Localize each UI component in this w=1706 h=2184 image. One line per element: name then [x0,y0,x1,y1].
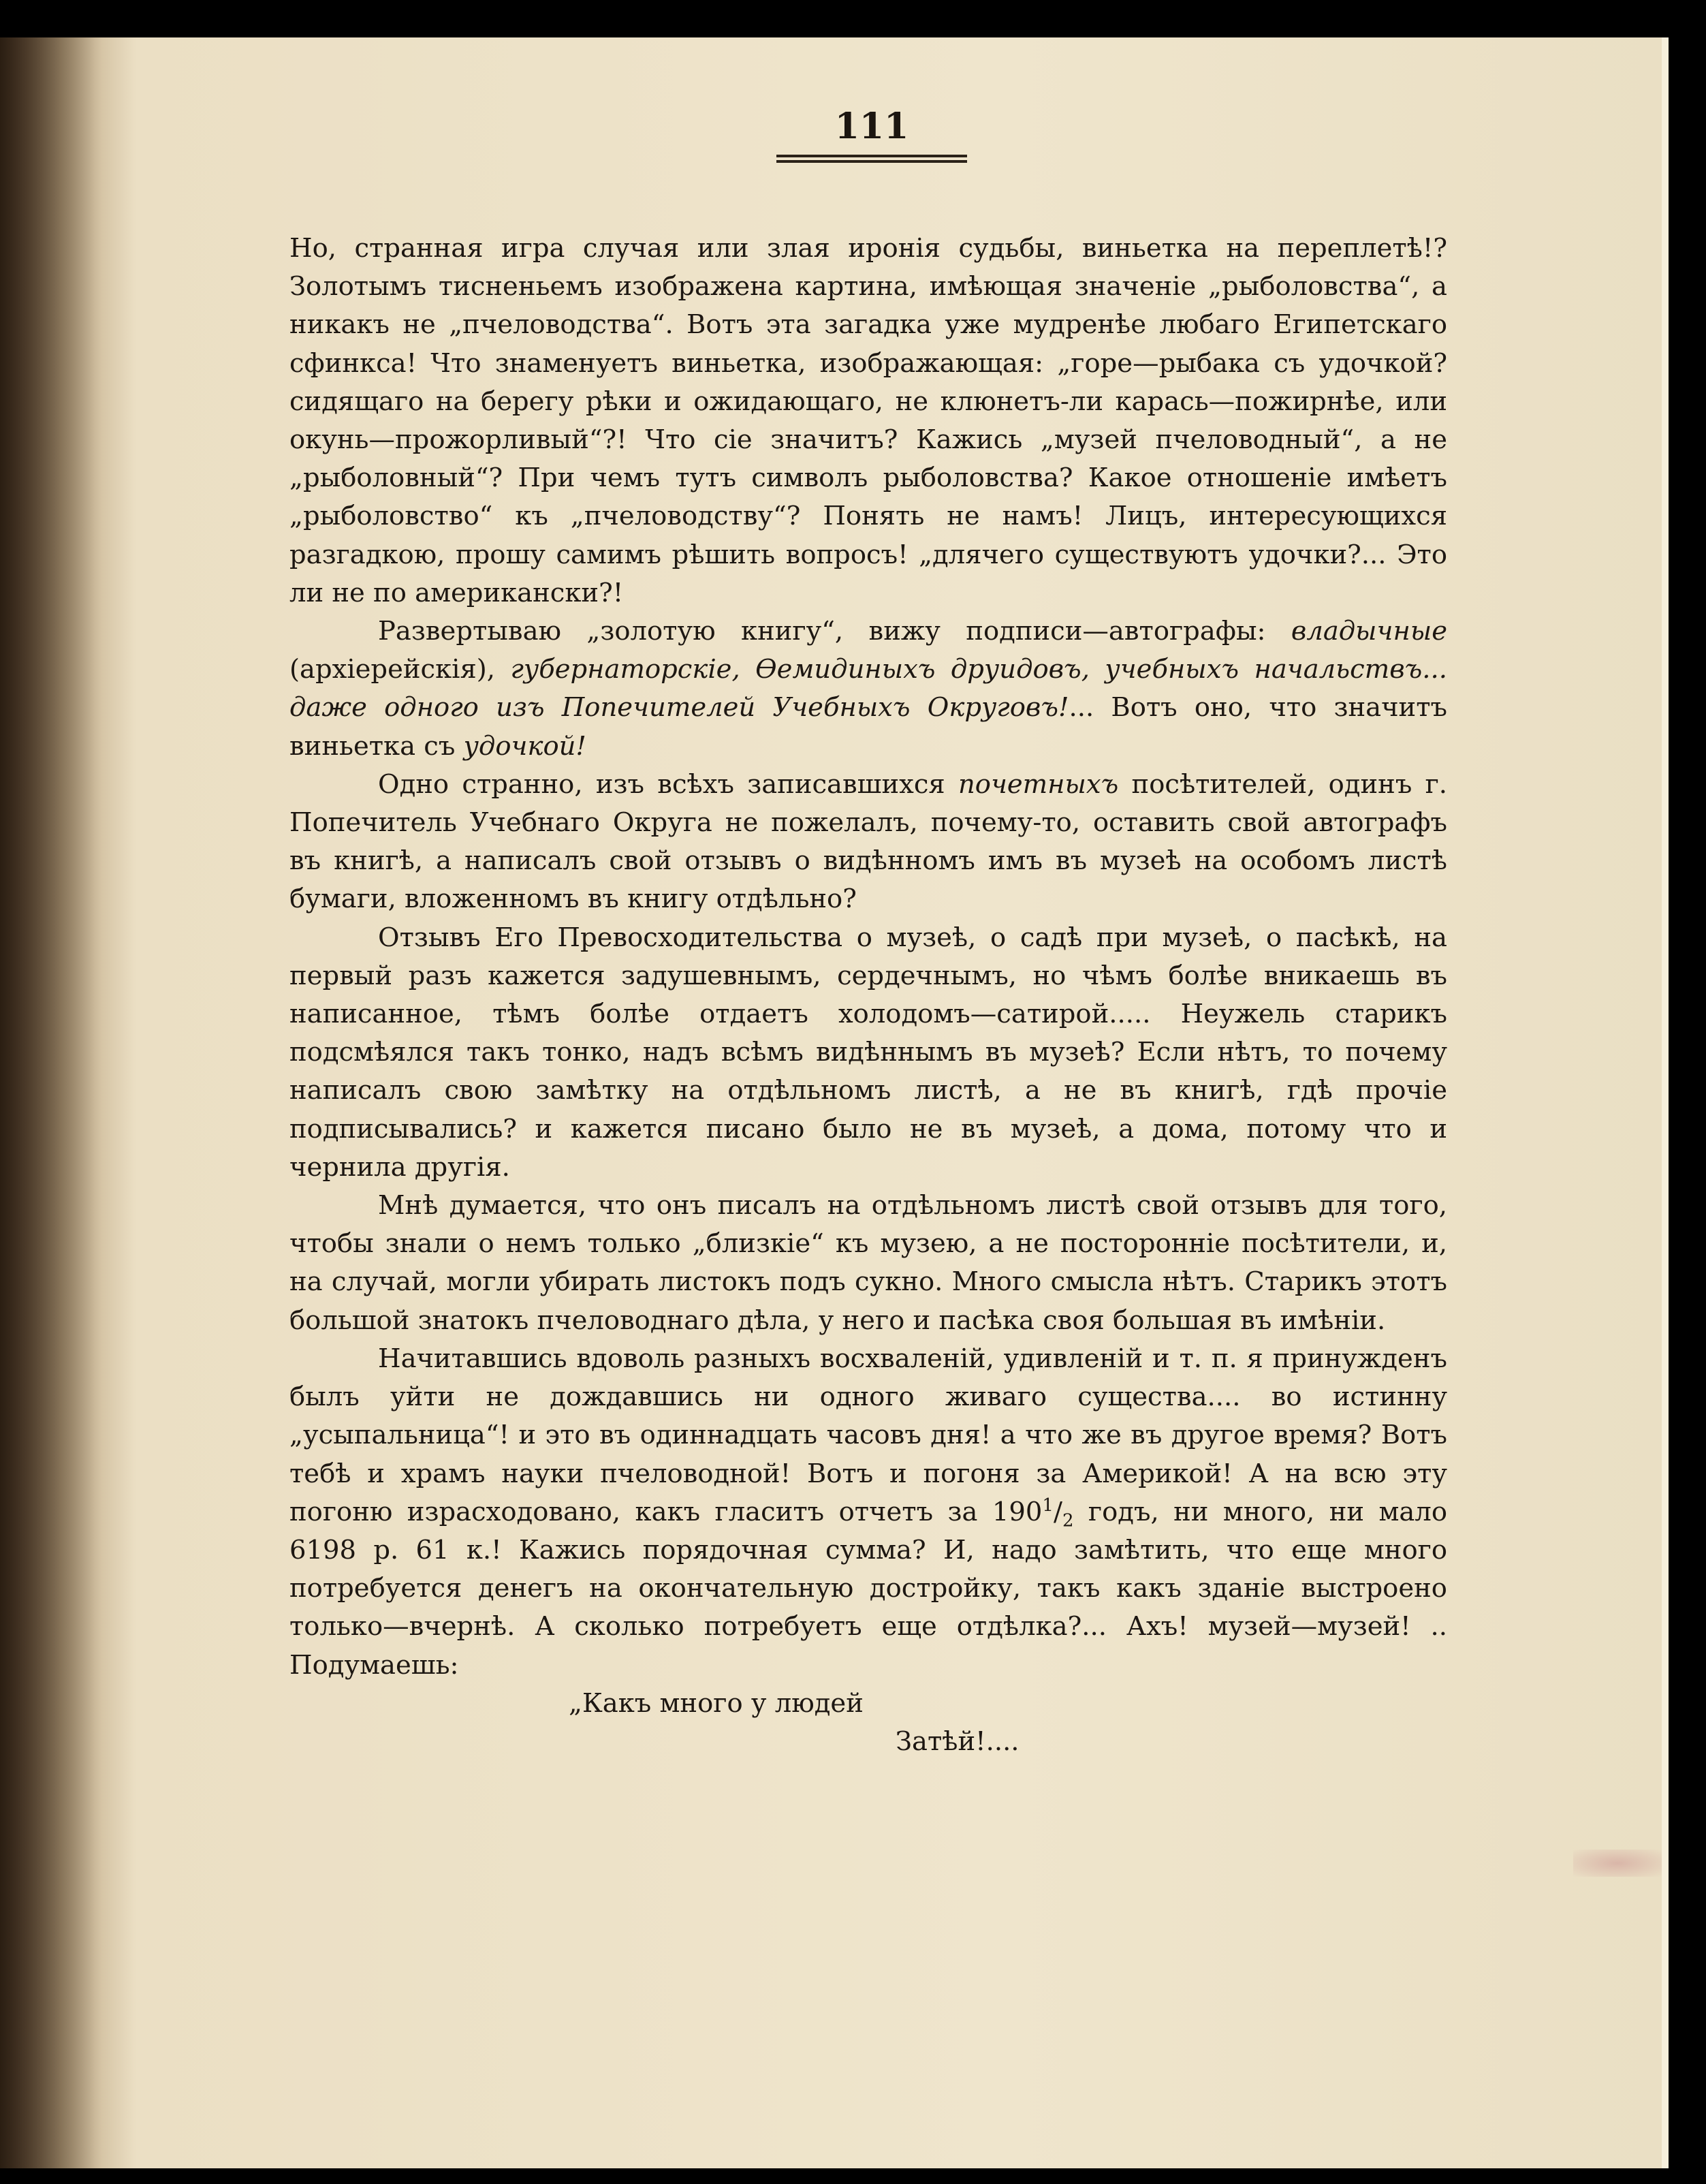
text-segment: (архіерейскія), [289,654,511,685]
ink-smudge [1573,1850,1662,1877]
text-segment: годъ, ни много, ни мало 6198 р. 61 к.! Кажись порядочная сумма? И, надо замѣтить, что еще много потребуется денегъ на окончательную достройку, такъ какъ зданіе выстроено только—вчернѣ. А сколько потребуетъ еще отдѣлка?... Ахъ! музей—музей! .. Подумаешь: [289,1496,1448,1681]
text-segment: Но, странная игра случая или злая иронія судьбы, виньетка на переплетѣ!? Золотымъ тисненьемъ изображена картина, имѣющая значеніе „рыболовства“, а никакъ не „пчеловодства“. Вотъ эта загадка уже мудренѣе любаго Египетскаго сфинкса! Что знаменуетъ виньетка, изображающая: „горе—рыбака съ удочкой? сидящаго на берегу рѣки и ожидающаго, не клюнетъ-ли карась—пожирнѣе, или окунь—прожорливый“?! Что сіе значитъ? Кажись „музей пчеловодный“, а не „рыболовный“? При чемъ тутъ символъ рыболовства? Какое отношеніе имѣетъ „рыболовство“ къ „пчеловодству“? Понять не намъ! Лицъ, интересующихся разгадкою, прошу самимъ рѣшить вопросъ! „длячего существуютъ удочки?... Это ли не по американски?! [289,233,1447,608]
poem-line: Затѣй!.... [896,1726,1020,1757]
text-segment: Одно странно, изъ всѣхъ записавшихся [378,768,958,800]
paragraph [289,230,1447,612]
text-segment: ... Вотъ оно, что значитъ виньетка съ [289,692,1448,762]
text-segment: Начитавшись вдоволь разныхъ восхваленій, удивленій и т. п. я принужденъ былъ уйти не дождавшись ни одного живаго существа.... во истинну „усыпальница“! и это въ одиннадцать часовъ дня! а что же въ другое время? Вотъ тебѣ и храмъ науки пчеловодной! Вотъ и погоня за Америкой! А на всю эту погоню израсходовано, какъ гласитъ отчетъ за 190 [289,1343,1447,1527]
text-segment: 1 [1042,1495,1054,1516]
paragraph [289,1187,1447,1340]
paragraph [289,919,1447,1187]
page-number: 111 [834,106,909,147]
text-segment: Мнѣ думается, что онъ писалъ на отдѣльномъ листѣ свой отзывъ для того, чтобы знали о немъ только „близкіе“ къ музею, а не посторонніе посѣтители, и, на случай, могли убирать листокъ подъ сукно. Много смысла нѣтъ. Старикъ этотъ большой знатокъ пчеловоднаго дѣла, у него и пасѣка своя большая въ имѣніи. [289,1190,1447,1336]
italic-text-segment: владычные [1291,616,1447,647]
paragraph [289,1340,1447,1685]
text-segment: посѣтителей, одинъ г. Попечитель Учебнаго Округа не пожелалъ, почему-то, оставить свой автографъ въ книгѣ, а написалъ свой отзывъ о видѣнномъ имъ въ музеѣ на особомъ листѣ бумаги, вложенномъ въ книгу отдѣльно? [289,768,1448,915]
text-segment: / [1053,1496,1062,1527]
paragraph [289,612,1447,766]
italic-text-segment: губернаторскіе, Өемидиныхъ друидовъ, учебныхъ начальствъ... даже одного изъ Попечителей Учебныхъ Округовъ! [289,654,1447,723]
body-text [289,230,1447,1761]
scanned-page [0,37,1669,2168]
text-segment: Развертываю „золотую книгу“, вижу подписи—автографы: [378,616,1291,647]
italic-text-segment: удочкой! [463,730,586,762]
book-spine-shadow [0,37,102,2168]
text-segment: 2 [1062,1510,1074,1531]
page-number-rule-bottom [776,160,967,163]
page-edge [1662,37,1669,2168]
paragraph [289,766,1447,919]
poem-line: „Какъ много у людей [569,1687,864,1719]
italic-text-segment: почетныхъ [958,768,1119,800]
text-segment: Отзывъ Его Превосходительства о музеѣ, о садѣ при музеѣ, о пасѣкѣ, на первый разъ кажется задушевнымъ, сердечнымъ, но чѣмъ болѣе вникаешь въ написанное, тѣмъ болѣе отдаетъ холодомъ—сатирой..... Неужель старикъ подсмѣялся такъ тонко, надъ всѣмъ видѣннымъ въ музеѣ? Если нѣтъ, то почему написалъ свою замѣтку на отдѣльномъ листѣ, а не въ книгѣ, гдѣ прочіе подписывались? и кажется писано было не въ музеѣ, а дома, потому что и чернила другія. [289,922,1447,1183]
page-number-rule-top [776,155,967,157]
